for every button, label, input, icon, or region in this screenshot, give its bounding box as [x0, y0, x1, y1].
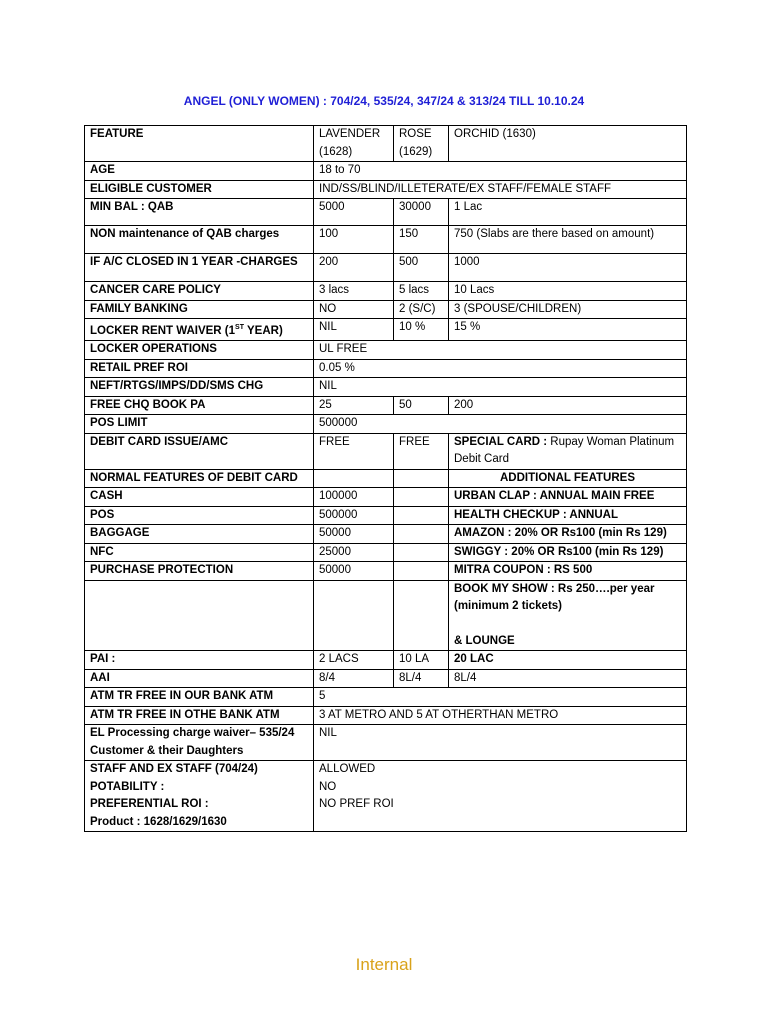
value-cell: 500000 [314, 415, 687, 434]
table-row [85, 300, 687, 319]
allowed-value: ALLOWED [319, 763, 376, 776]
rose-header: ROSE (1629) [394, 126, 449, 162]
table-row [85, 378, 687, 397]
feature-cell: NORMAL FEATURES OF DEBIT CARD [85, 469, 314, 488]
potability-value: NO [319, 780, 337, 793]
bookmyshow-text: BOOK MY SHOW : Rs 250….per year (minimum 2 tickets) [454, 582, 655, 613]
table-row [85, 469, 687, 488]
feature-cell: AAI [85, 669, 314, 688]
table-row [85, 319, 687, 341]
feature-cell: AGE [85, 162, 314, 181]
value-cell: 3 (SPOUSE/CHILDREN) [449, 300, 687, 319]
value-cell: 8L/4 [394, 669, 449, 688]
value-cell: NIL [314, 725, 687, 761]
table-row [85, 725, 687, 761]
feature-cell: NEFT/RTGS/IMPS/DD/SMS CHG [85, 378, 314, 397]
page-title: ANGEL (ONLY WOMEN) : 704/24, 535/24, 347/24 & 313/24 TILL 10.10.24 [183, 94, 585, 108]
feature-cell: PAI : [85, 651, 314, 670]
value-cell: 25000 [314, 543, 394, 562]
feature-cell: DEBIT CARD ISSUE/AMC [85, 433, 314, 469]
feature-cell: FREE CHQ BOOK PA [85, 396, 314, 415]
staff-code: (704/24) [215, 763, 258, 776]
value-cell: 500 [394, 254, 449, 282]
value-cell: 5000 [314, 199, 394, 226]
table-row [85, 525, 687, 544]
value-cell: 30000 [394, 199, 449, 226]
value-cell: 10 Lacs [449, 282, 687, 301]
table-row [85, 688, 687, 707]
value-cell [314, 469, 394, 488]
value-cell [394, 488, 449, 507]
superscript: ST [235, 324, 244, 331]
value-cell: NO [314, 300, 394, 319]
feature-cell [85, 761, 314, 832]
value-cell: 2 (S/C) [394, 300, 449, 319]
table-row [85, 126, 687, 162]
feature-cell: IF A/C CLOSED IN 1 YEAR -CHARGES [85, 254, 314, 282]
staff-line [90, 761, 308, 779]
value-cell [394, 469, 449, 488]
value-cell [394, 580, 449, 651]
value-cell: 2 LACS [314, 651, 394, 670]
table-row [85, 543, 687, 562]
pref-roi-value: NO PREF ROI [319, 798, 394, 811]
value-cell: 15 % [449, 319, 687, 341]
feature-text: YEAR) [244, 324, 283, 337]
value-cell: 750 (Slabs are there based on amount) [449, 226, 687, 254]
feature-cell: ELIGIBLE CUSTOMER [85, 180, 314, 199]
table-row [85, 226, 687, 254]
value-cell: ADDITIONAL FEATURES [449, 469, 687, 488]
table-row [85, 359, 687, 378]
value-cell: AMAZON : 20% OR Rs100 (min Rs 129) [449, 525, 687, 544]
value-cell [394, 525, 449, 544]
value-cell: 20 LAC [449, 651, 687, 670]
table-row [85, 488, 687, 507]
table-row [85, 199, 687, 226]
value-cell: MITRA COUPON : RS 500 [449, 562, 687, 581]
table-row [85, 706, 687, 725]
feature-header: FEATURE [85, 126, 314, 162]
value-cell: 200 [449, 396, 687, 415]
value-cell [449, 580, 687, 651]
feature-cell [85, 319, 314, 341]
value-cell: 5 [314, 688, 687, 707]
table-row [85, 162, 687, 181]
product-label: Product : 1628/1629/1630 [90, 815, 227, 828]
table-row [85, 415, 687, 434]
value-cell [314, 580, 394, 651]
feature-text: LOCKER RENT WAIVER (1 [90, 324, 236, 337]
potability-label: POTABILITY : [90, 780, 165, 793]
value-cell: UL FREE [314, 341, 687, 360]
feature-cell [85, 580, 314, 651]
table-row [85, 651, 687, 670]
value-cell: 100 [314, 226, 394, 254]
value-cell: 50000 [314, 562, 394, 581]
value-cell: 5 lacs [394, 282, 449, 301]
table-row [85, 669, 687, 688]
value-cell: SWIGGY : 20% OR Rs100 (min Rs 129) [449, 543, 687, 562]
staff-label: STAFF AND EX STAFF [90, 763, 216, 776]
value-cell: FREE [394, 433, 449, 469]
value-cell: IND/SS/BLIND/ILLETERATE/EX STAFF/FEMALE STAFF [314, 180, 687, 199]
feature-cell: ATM TR FREE IN OUR BANK ATM [85, 688, 314, 707]
pref-roi-label: PREFERENTIAL ROI : [90, 798, 209, 811]
internal-footer: Internal [355, 955, 413, 974]
value-cell: 10 % [394, 319, 449, 341]
value-cell [394, 506, 449, 525]
table-row [85, 562, 687, 581]
special-card-text: Rupay Woman Platinum Debit Card [454, 435, 675, 466]
table-row [85, 761, 687, 832]
value-cell: 8/4 [314, 669, 394, 688]
value-cell: 18 to 70 [314, 162, 687, 181]
value-cell: FREE [314, 433, 394, 469]
feature-cell: ATM TR FREE IN OTHE BANK ATM [85, 706, 314, 725]
feature-cell: CASH [85, 488, 314, 507]
value-cell: 100000 [314, 488, 394, 507]
table-row [85, 506, 687, 525]
table-row [85, 396, 687, 415]
value-cell: 500000 [314, 506, 394, 525]
value-cell: URBAN CLAP : ANNUAL MAIN FREE [449, 488, 687, 507]
feature-cell: NON maintenance of QAB charges [85, 226, 314, 254]
value-cell: 50000 [314, 525, 394, 544]
special-card-label: SPECIAL CARD : [454, 435, 548, 448]
feature-cell: BAGGAGE [85, 525, 314, 544]
features-table [84, 125, 687, 832]
value-cell [394, 562, 449, 581]
value-cell: HEALTH CHECKUP : ANNUAL [449, 506, 687, 525]
value-cell [449, 433, 687, 469]
value-cell: 8L/4 [449, 669, 687, 688]
value-cell: 1000 [449, 254, 687, 282]
value-cell: 0.05 % [314, 359, 687, 378]
value-cell: 50 [394, 396, 449, 415]
value-cell: 1 Lac [449, 199, 687, 226]
feature-cell: PURCHASE PROTECTION [85, 562, 314, 581]
value-cell: 150 [394, 226, 449, 254]
feature-cell: CANCER CARE POLICY [85, 282, 314, 301]
value-cell: 3 AT METRO AND 5 AT OTHERTHAN METRO [314, 706, 687, 725]
lounge-text: & LOUNGE [454, 634, 515, 647]
feature-cell: LOCKER OPERATIONS [85, 341, 314, 360]
table-row [85, 433, 687, 469]
feature-cell: POS LIMIT [85, 415, 314, 434]
feature-cell: NFC [85, 543, 314, 562]
value-cell: 200 [314, 254, 394, 282]
value-cell: NIL [314, 319, 394, 341]
value-cell [394, 543, 449, 562]
table-row [85, 341, 687, 360]
feature-cell: FAMILY BANKING [85, 300, 314, 319]
feature-cell: POS [85, 506, 314, 525]
table-row [85, 282, 687, 301]
feature-cell: EL Processing charge waiver– 535/24 Customer & their Daughters [85, 725, 314, 761]
value-cell [314, 761, 687, 832]
feature-cell: RETAIL PREF ROI [85, 359, 314, 378]
value-cell: 3 lacs [314, 282, 394, 301]
table-row [85, 580, 687, 651]
value-cell: 25 [314, 396, 394, 415]
feature-cell: MIN BAL : QAB [85, 199, 314, 226]
value-cell: 10 LA [394, 651, 449, 670]
table-row [85, 180, 687, 199]
table-row [85, 254, 687, 282]
orchid-header: ORCHID (1630) [449, 126, 687, 162]
lavender-header: LAVENDER (1628) [314, 126, 394, 162]
value-cell: NIL [314, 378, 687, 397]
